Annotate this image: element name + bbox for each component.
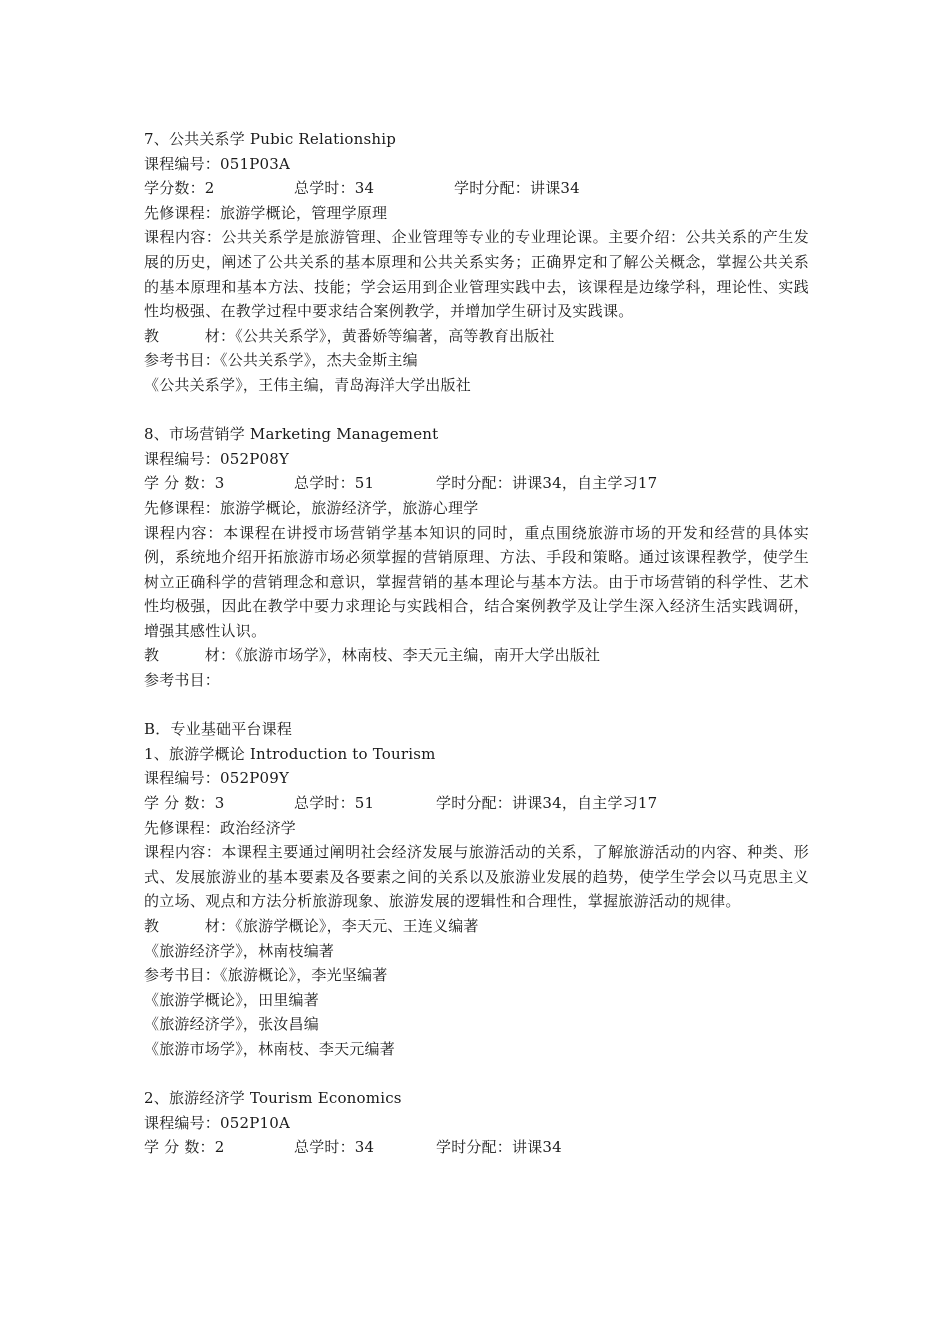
- course-credits: 学 分 数：3: [144, 794, 225, 813]
- course-hours-row: [144, 471, 809, 496]
- course-reference: 《公共关系学》，王伟主编，青岛海洋大学出版社: [144, 375, 471, 394]
- course-title: 1、旅游学概论 Introduction to Tourism: [144, 744, 436, 763]
- course-prerequisites: 先修课程：旅游学概论，旅游经济学，旅游心理学: [144, 498, 479, 517]
- course-title: 2、旅游经济学 Tourism Economics: [144, 1089, 402, 1108]
- course-hour-allocation: 学时分配：讲课34，自主学习17: [436, 474, 658, 493]
- course-content: 课程内容：公共关系学是旅游管理、企业管理等专业的专业理论课。主要介绍：公共关系的产生发展的历史，阐述了公共关系的基本原理和公共关系实务；正确界定和了解公关概念，掌握公共关系的基本原理和基本方法、技能；学会运用到企业管理实践中去，该课程是边缘学科，理论性、实践性均极强、在教学过程中要求结合案例教学，并增加学生研讨及实践课。: [144, 228, 809, 321]
- course-reference: 参考书目：: [144, 671, 221, 690]
- course-hour-allocation: 学时分配：讲课34: [436, 1138, 562, 1157]
- course-textbook: 《旅游经济学》，林南枝编著: [144, 941, 335, 960]
- course-total-hours: 总学时：34: [294, 179, 375, 198]
- course-credits: 学 分 数：2: [144, 1138, 225, 1157]
- course-hour-allocation: 学时分配：讲课34，自主学习17: [436, 794, 658, 813]
- course-reference: 《旅游学概论》，田里编著: [144, 990, 319, 1009]
- course-credits: 学分数：2: [144, 179, 215, 198]
- course-prerequisites: 先修课程：旅游学概论，管理学原理: [144, 203, 388, 222]
- course-content: 课程内容：本课程主要通过阐明社会经济发展与旅游活动的关系，了解旅游活动的内容、种类、形式、发展旅游业的基本要素及各要素之间的关系以及旅游业发展的趋势，使学生学会以马克思主义的立场、观点和方法分析旅游现象、旅游发展的逻辑性和合理性，掌握旅游活动的规律。: [144, 843, 809, 911]
- course-prerequisites: 先修课程：政治经济学: [144, 818, 297, 837]
- course-total-hours: 总学时：34: [294, 1138, 375, 1157]
- course-title: 7、公共关系学 Pubic Relationship: [144, 130, 397, 148]
- course-hours-row: [144, 791, 809, 816]
- course-code: 课程编号：052P09Y: [144, 769, 290, 788]
- course-reference: 参考书目：《旅游概论》，李光坚编著: [144, 966, 388, 985]
- course-reference: 《旅游经济学》，张汝昌编: [144, 1015, 319, 1034]
- course-reference: 《旅游市场学》，林南枝、李天元编著: [144, 1039, 395, 1058]
- course-total-hours: 总学时：51: [294, 474, 375, 493]
- course-code: 课程编号：051P03A: [144, 154, 291, 173]
- course-textbook: 教 材：《公共关系学》，黄番娇等编著，高等教育出版社: [144, 326, 555, 345]
- course-title: 8、市场营销学 Marketing Management: [144, 425, 439, 444]
- course-content: 课程内容：本课程在讲授市场营销学基本知识的同时，重点围绕旅游市场的开发和经营的具体实例，系统地介绍开拓旅游市场必须掌握的营销原理、方法、手段和策略。通过该课程教学，使学生树立正确科学的营销理念和意识，掌握营销的基本理论与基本方法。由于市场营销的科学性、艺术性均极强，因此在教学中要力求理论与实践相合，结合案例教学及让学生深入经济生活实践调研，增强其感性认识。: [144, 523, 809, 640]
- course-hours-row: [144, 1135, 809, 1160]
- course-textbook: 教 材：《旅游市场学》，林南枝、李天元主编，南开大学出版社: [144, 646, 601, 665]
- course-code: 课程编号：052P08Y: [144, 449, 290, 468]
- course-reference: 参考书目：《公共关系学》，杰夫金斯主编: [144, 351, 418, 370]
- document-body: [144, 127, 809, 1160]
- course-hour-allocation: 学时分配：讲课34: [454, 179, 580, 198]
- course-total-hours: 总学时：51: [294, 794, 375, 813]
- course-credits: 学 分 数：3: [144, 474, 225, 493]
- section-heading: B．专业基础平台课程: [144, 720, 293, 739]
- course-hours-row: [144, 176, 809, 201]
- course-textbook: 教 材：《旅游学概论》，李天元、王连义编著: [144, 917, 479, 935]
- course-code: 课程编号：052P10A: [144, 1113, 291, 1132]
